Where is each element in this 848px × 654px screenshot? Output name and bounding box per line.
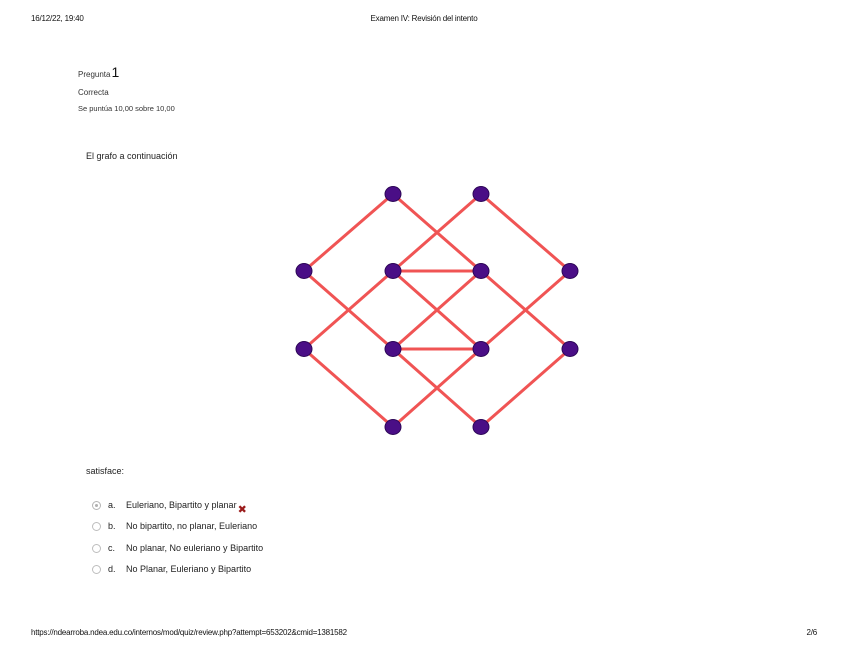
radio-icon[interactable] <box>92 565 101 574</box>
incorrect-icon: ✖ <box>237 503 247 516</box>
graph-vertex <box>385 420 401 435</box>
graph-vertex <box>296 264 312 279</box>
answer-letter: b. <box>108 521 116 531</box>
page-number: 2/6 <box>806 628 817 637</box>
answer-text: No Planar, Euleriano y Bipartito <box>126 564 252 574</box>
graph-vertex <box>473 420 489 435</box>
answer-option-a[interactable] <box>92 498 247 516</box>
graph-vertex <box>473 187 489 202</box>
graph-vertex <box>562 342 578 357</box>
radio-icon[interactable] <box>92 544 101 553</box>
print-url: https://ndearroba.ndea.edu.co/internos/mod/quiz/review.php?attempt=653202&cmid=1381582 <box>31 628 347 637</box>
graph-vertex <box>385 187 401 202</box>
graph-edge <box>481 194 570 271</box>
graph-edges <box>304 194 570 427</box>
answer-text: Euleriano, Bipartito y planar <box>126 500 237 510</box>
answer-letter: a. <box>108 500 116 510</box>
radio-icon[interactable] <box>92 522 101 531</box>
answer-letter: d. <box>108 564 116 574</box>
question-text: El grafo a continuación <box>86 151 178 161</box>
question-label: Pregunta <box>78 70 111 79</box>
question-state: Correcta <box>78 88 109 97</box>
question-number: 1 <box>111 64 120 80</box>
graph-vertex <box>296 342 312 357</box>
question-grade: Se puntúa 10,00 sobre 10,00 <box>78 104 175 113</box>
answer-letter: c. <box>108 543 116 553</box>
graph-edge <box>304 349 393 427</box>
answer-option-d[interactable] <box>92 562 251 576</box>
print-date: 16/12/22, 19:40 <box>31 14 84 23</box>
graph-edge <box>481 349 570 427</box>
graph-vertex <box>473 264 489 279</box>
graph-vertex <box>385 342 401 357</box>
radio-selected-icon[interactable] <box>92 501 101 510</box>
answer-option-c[interactable] <box>92 541 263 555</box>
answer-option-b[interactable] <box>92 519 257 533</box>
question-satisface: satisface: <box>86 466 125 476</box>
graph-edge <box>304 194 393 271</box>
graph-vertex <box>562 264 578 279</box>
graph-vertex <box>385 264 401 279</box>
answer-text: No bipartito, no planar, Euleriano <box>126 521 258 531</box>
answer-text: No planar, No euleriano y Bipartito <box>126 543 264 553</box>
print-title: Examen IV: Revisión del intento <box>370 14 478 23</box>
graph-vertex <box>473 342 489 357</box>
